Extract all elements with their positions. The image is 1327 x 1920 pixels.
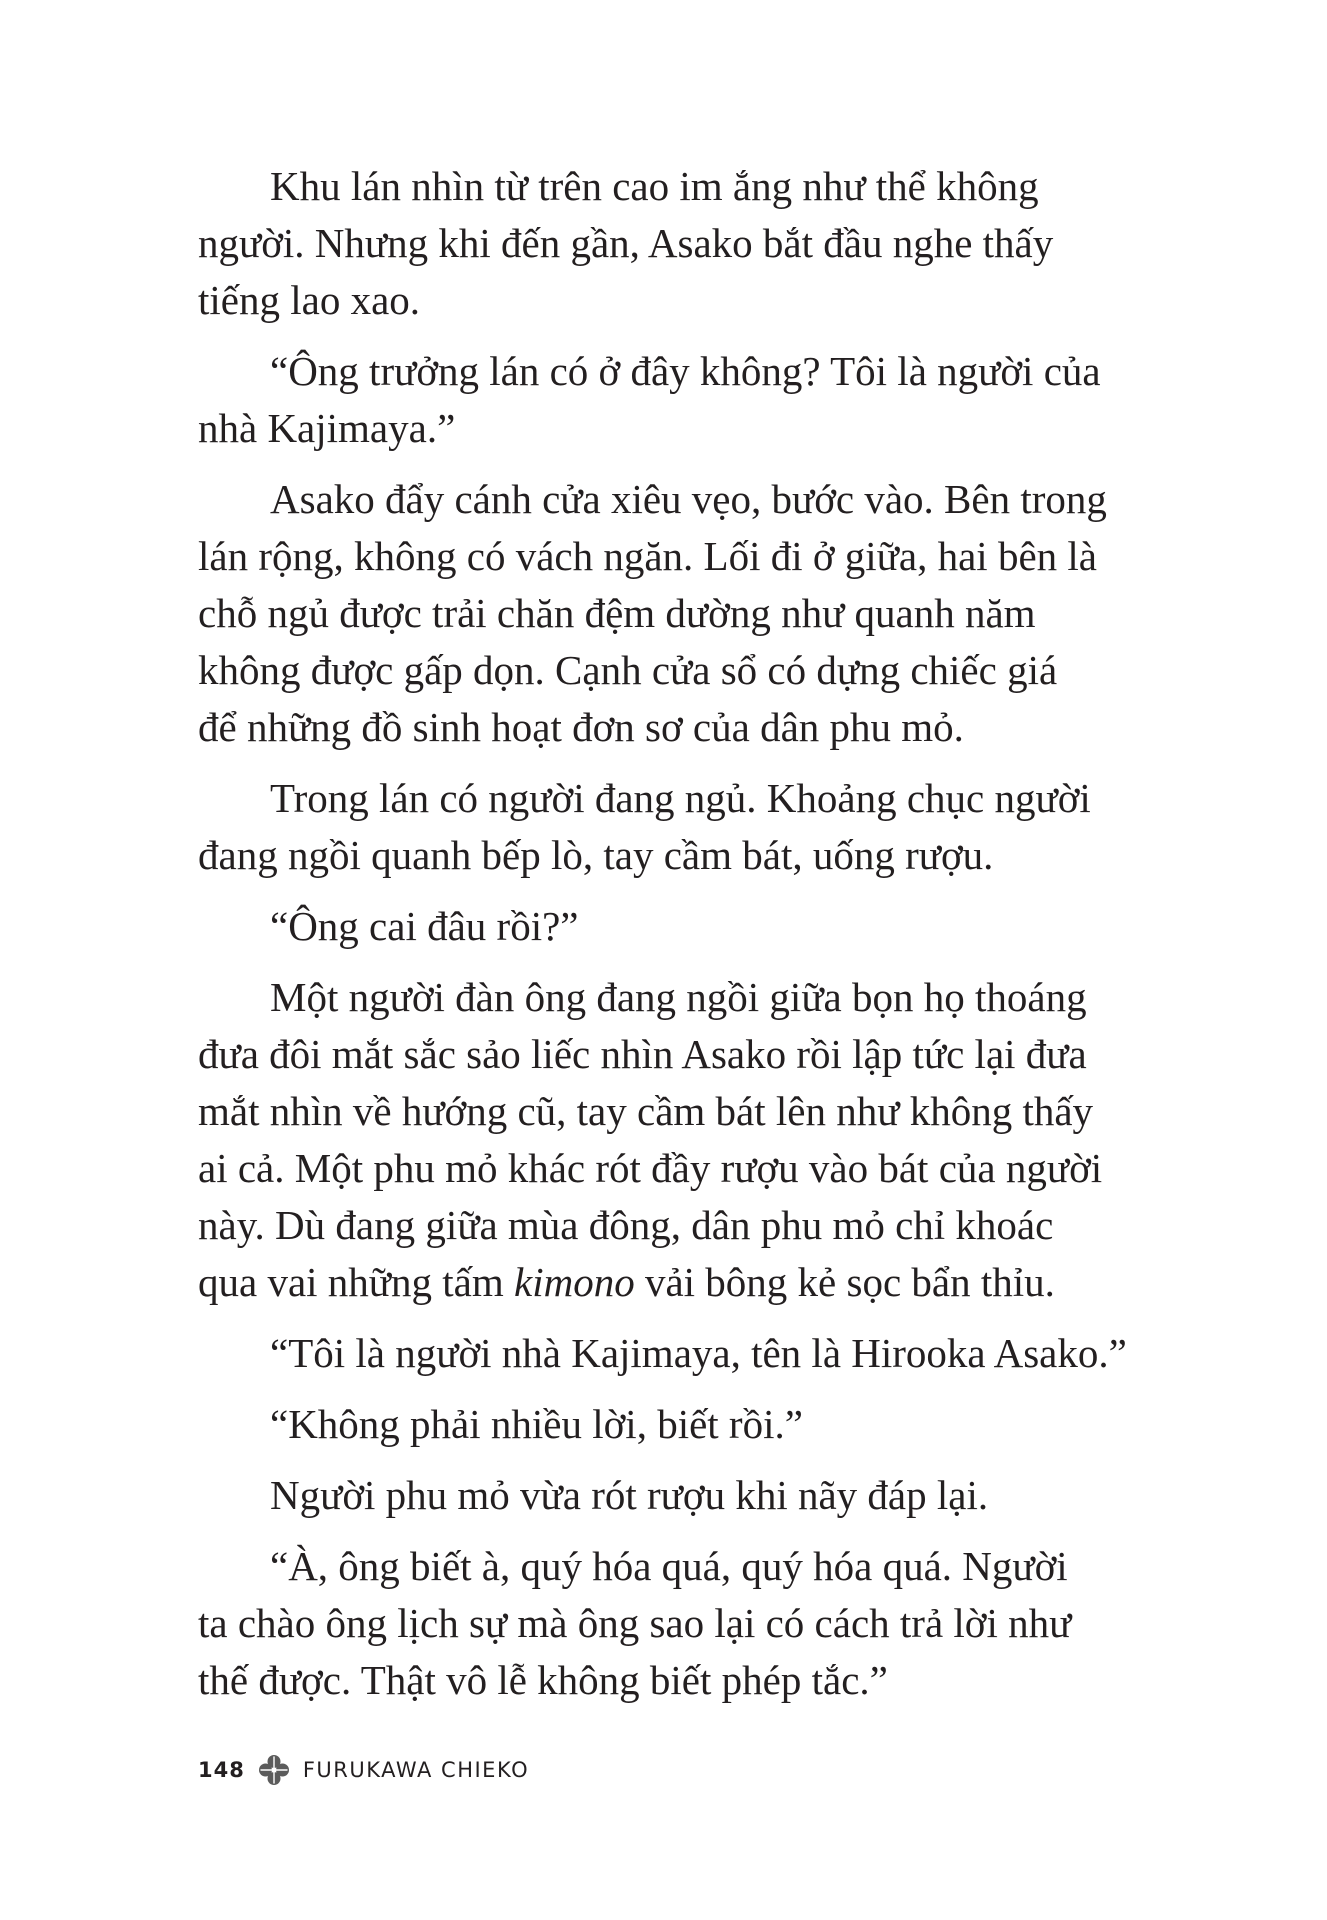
- clover-flower-icon: [257, 1753, 291, 1787]
- text-line: đang ngồi quanh bếp lò, tay cầm bát, uống rượu.: [198, 832, 994, 878]
- text-line: Trong lán có người đang ngủ. Khoảng chục người: [270, 775, 1091, 821]
- text-line: “Không phải nhiều lời, biết rồi.”: [270, 1401, 803, 1447]
- text-fragment: vải bông kẻ sọc bẩn thỉu.: [634, 1259, 1055, 1305]
- text-line: đưa đôi mắt sắc sảo liếc nhìn Asako rồi lập tức lại đưa: [198, 1031, 1087, 1077]
- text-line: ai cả. Một phu mỏ khác rót đầy rượu vào bát của người: [198, 1145, 1103, 1191]
- paragraph: [198, 770, 1118, 884]
- paragraph: [198, 471, 1118, 756]
- italic-term: kimono: [514, 1259, 635, 1305]
- text-line: không được gấp dọn. Cạnh cửa sổ có dựng chiếc giá: [198, 647, 1058, 693]
- text-line: Khu lán nhìn từ trên cao im ắng như thể không: [270, 163, 1039, 209]
- text-line: mắt nhìn về hướng cũ, tay cầm bát lên như không thấy: [198, 1088, 1094, 1134]
- page-number: 148: [198, 1758, 245, 1782]
- author-name: FURUKAWA CHIEKO: [302, 1758, 530, 1782]
- page-footer: [198, 1752, 529, 1788]
- text-line: Người phu mỏ vừa rót rượu khi nãy đáp lại.: [270, 1472, 989, 1518]
- text-line: lán rộng, không có vách ngăn. Lối đi ở giữa, hai bên là: [198, 533, 1097, 579]
- text-fragment: qua vai những tấm: [198, 1259, 514, 1305]
- text-line: chỗ ngủ được trải chăn đệm dường như quanh năm: [198, 590, 1036, 636]
- paragraph: [198, 898, 1118, 955]
- text-line: này. Dù đang giữa mùa đông, dân phu mỏ chỉ khoác: [198, 1202, 1054, 1248]
- text-line: ta chào ông lịch sự mà ông sao lại có cách trả lời như: [198, 1600, 1072, 1646]
- book-page-body: [198, 158, 1127, 1723]
- paragraph: [198, 1396, 1118, 1453]
- paragraph: [198, 1325, 1127, 1382]
- text-line: nhà Kajimaya.”: [198, 405, 456, 451]
- text-line: “À, ông biết à, quý hóa quá, quý hóa quá. Người: [270, 1543, 1068, 1589]
- text-line: người. Nhưng khi đến gần, Asako bắt đầu nghe thấy: [198, 220, 1054, 266]
- paragraph: [198, 158, 1118, 329]
- text-line: Asako đẩy cánh cửa xiêu vẹo, bước vào. Bên trong: [270, 476, 1107, 522]
- paragraph: [198, 343, 1118, 457]
- text-line: tiếng lao xao.: [198, 277, 421, 323]
- paragraph: [198, 969, 1118, 1311]
- paragraph: [198, 1538, 1118, 1709]
- text-line: “Tôi là người nhà Kajimaya, tên là Hirooka Asako.”: [270, 1330, 1127, 1376]
- paragraph: [198, 1467, 1118, 1524]
- text-line: “Ông trưởng lán có ở đây không? Tôi là người của: [270, 348, 1101, 394]
- text-line: để những đồ sinh hoạt đơn sơ của dân phu mỏ.: [198, 704, 964, 750]
- text-line: “Ông cai đâu rồi?”: [270, 903, 579, 949]
- text-line: thế được. Thật vô lễ không biết phép tắc.”: [198, 1657, 888, 1703]
- text-line: Một người đàn ông đang ngồi giữa bọn họ thoáng: [270, 974, 1087, 1020]
- text-line: [198, 1254, 1118, 1311]
